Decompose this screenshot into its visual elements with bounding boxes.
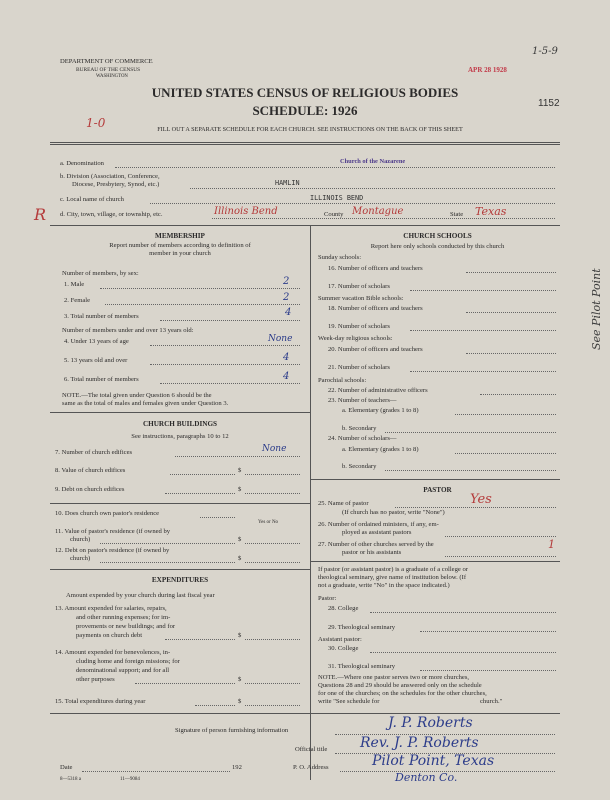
fill-line (150, 345, 300, 346)
rule (50, 713, 560, 714)
q23b-label: b. Secondary (342, 425, 377, 432)
address: Pilot Point, Texas (372, 753, 495, 769)
q13-line: and other running expenses; for im- (76, 614, 171, 621)
state-value: Texas (475, 205, 507, 218)
q11-label: 11. Value of pastor's residence (if owned by (55, 528, 171, 535)
q27-label-2: pastor or his assistants (342, 549, 402, 556)
rule (50, 569, 310, 570)
q20-label: 20. Number of officers and teachers (328, 346, 423, 353)
q6-answer: 4 (283, 371, 290, 382)
q8-label: 8. Value of church edifices (55, 467, 126, 474)
q27-answer: 1 (548, 538, 555, 551)
fill-line (160, 383, 300, 384)
dollar-sign: $ (238, 467, 242, 474)
q25-hint: (If church has no pastor, write "None") (342, 509, 445, 516)
fill-line (212, 218, 555, 219)
denomination-stamp: Church of the Nazarene (340, 158, 406, 165)
by-sex-label: Number of members, by sex: (62, 270, 139, 277)
expenditures-heading: EXPENDITURES (151, 576, 209, 584)
rule (50, 412, 310, 413)
membership-note-2: same as the total of males and females given under Question 3. (62, 400, 229, 407)
county-label: County (324, 211, 344, 218)
q7-answer: None (262, 444, 287, 454)
fill-line (420, 670, 556, 671)
dollar-sign: $ (238, 698, 242, 705)
q23-label: 23. Number of teachers— (328, 397, 397, 404)
print-code: 11—9084 (120, 777, 140, 782)
q31-label: 31. Theological seminary (328, 663, 396, 670)
county-note: Denton Co. (395, 771, 458, 784)
q13-line: payments on church debt (76, 632, 143, 639)
buildings-sub: See instructions, paragraphs 10 to 12 (131, 433, 229, 440)
pastor-note-2: Questions 28 and 29 should be answered only on the schedule (318, 682, 482, 689)
dollar-sign: $ (238, 536, 242, 543)
dollar-sign: $ (238, 676, 242, 683)
form-title: UNITED STATES CENSUS OF RELIGIOUS BODIES (151, 85, 459, 100)
graduate-note: If pastor (or assistant pastor) is a graduate of a college or (318, 566, 468, 573)
q4-answer: None (268, 334, 293, 344)
fill-line (195, 705, 235, 706)
division-value: HAMLIN (275, 179, 300, 187)
q29-label: 29. Theological seminary (328, 624, 396, 631)
fill-line (370, 612, 556, 613)
fill-line (445, 536, 556, 537)
form-number: 1152 (538, 98, 560, 109)
official-title-label: Official title (295, 746, 328, 753)
membership-sub: Report number of members according to definition of (109, 242, 251, 249)
q14-line: other purposes (76, 676, 115, 683)
q15-label: 15. Total expenditures during year (55, 698, 146, 705)
fill-line (160, 320, 300, 321)
city-label-field: d. City, town, village, or township, etc. (60, 211, 163, 218)
schools-sub: Report here only schools conducted by this church (370, 243, 505, 250)
schedule-year: SCHEDULE: 1926 (252, 103, 358, 118)
rule (50, 142, 560, 143)
q4-label: 4. Under 13 years of age (64, 338, 129, 345)
fill-line (385, 432, 556, 433)
signature: J. P. Roberts (388, 715, 473, 731)
fill-line (466, 272, 556, 273)
fill-line (480, 394, 556, 395)
fill-line (395, 507, 556, 508)
received-stamp: APR 28 1928 (468, 66, 507, 74)
fill-line (245, 639, 300, 640)
fill-instruction: FILL OUT A SEPARATE SCHEDULE FOR EACH CHURCH. SEE INSTRUCTIONS ON THE BACK OF THIS SHEET (157, 126, 463, 133)
local-name-value: ILLINOIS BEND (310, 194, 364, 202)
fill-line (135, 683, 235, 684)
fill-line (100, 288, 300, 289)
buildings-heading: CHURCH BUILDINGS (142, 420, 218, 428)
margin-mark: R (34, 205, 47, 224)
fill-line (105, 304, 300, 305)
fill-line (100, 543, 235, 544)
fill-line (466, 353, 556, 354)
q24-label: 24. Number of scholars— (328, 435, 397, 442)
weekday-label: Week-day religious schools: (318, 335, 393, 342)
fill-line (245, 474, 300, 475)
pastor-note-5: church." (480, 698, 503, 705)
fill-line (385, 470, 556, 471)
fill-line (170, 474, 235, 475)
fill-line (190, 188, 555, 189)
fill-line (455, 453, 556, 454)
address-label: P. O. Address (293, 764, 329, 771)
summer-label: Summer vacation Bible schools: (318, 295, 404, 302)
q2-label: 2. Female (64, 297, 91, 304)
sunday-label: Sunday schools: (318, 254, 362, 261)
assistant-sublabel: Assistant pastor: (318, 636, 362, 643)
fill-line (82, 771, 230, 772)
q30-label: 30. College (328, 645, 359, 652)
age-heading: Number of members under and over 13 years old: (62, 327, 194, 334)
dept-label: DEPARTMENT OF COMMERCE (60, 58, 153, 65)
rule (310, 479, 560, 480)
fill-line (466, 312, 556, 313)
q12-label-2: church) (70, 555, 91, 562)
q14-line: denominational support; and for all (76, 667, 170, 674)
fill-line (410, 330, 556, 331)
membership-heading: MEMBERSHIP (155, 232, 205, 240)
denomination-label: a. Denomination (60, 160, 104, 167)
q5-label: 5. 13 years old and over (64, 357, 128, 364)
q26-label: 26. Number of ordained ministers, if any, em- (318, 521, 439, 528)
fill-line (455, 414, 556, 415)
q25-label: 25. Name of pastor (318, 500, 369, 507)
fill-line (150, 203, 555, 204)
fill-line (245, 705, 300, 706)
q3-answer: 4 (285, 307, 292, 318)
q22-label: 22. Number of administrative officers (328, 387, 428, 394)
fill-line (245, 493, 300, 494)
city-label: WASHINGTON (96, 74, 128, 79)
pastor-note: NOTE.—Where one pastor serves two or more churches, (318, 674, 470, 681)
fill-line (245, 543, 300, 544)
q11-label-2: church) (70, 536, 91, 543)
date-label: Date (60, 764, 73, 771)
q13-line: 13. Amount expended for salaries, repairs, (55, 605, 167, 612)
form-code: 8—5318 a (60, 777, 81, 782)
q7-label: 7. Number of church edifices (55, 449, 133, 456)
rule (50, 144, 560, 145)
q17-label: 17. Number of scholars (328, 283, 390, 290)
q5-answer: 4 (283, 352, 290, 363)
official-title: Rev. J. P. Roberts (360, 735, 479, 751)
parochial-label: Parochial schools: (318, 377, 367, 384)
q23a-label: a. Elementary (grades 1 to 8) (342, 407, 419, 414)
fill-line (410, 371, 556, 372)
rule (50, 503, 310, 504)
q26-label-2: ployed as assistant pastors (342, 529, 412, 536)
dollar-sign: $ (238, 486, 242, 493)
fill-line (200, 517, 235, 518)
fill-line (115, 167, 555, 168)
q6-label: 6. Total number of members (64, 376, 139, 383)
q14-line: 14. Amount expended for benevolences, in- (55, 649, 171, 656)
graduate-note-2: theological seminary, give name of institution below. (If (318, 574, 467, 581)
corner-note: 1-5-9 (532, 46, 558, 57)
fill-line (370, 652, 556, 653)
local-name-label: c. Local name of church (60, 196, 124, 203)
q18-label: 18. Number of officers and teachers (328, 305, 423, 312)
fill-line (175, 456, 300, 457)
rule (50, 225, 560, 226)
side-note: 1-0 (86, 116, 106, 130)
fill-line (420, 631, 556, 632)
division-label: b. Division (Association, Conference, (60, 173, 160, 180)
q9-label: 9. Debt on church edifices (55, 486, 125, 493)
q19-label: 19. Number of scholars (328, 323, 390, 330)
fill-line (445, 556, 556, 557)
city-value: Illinois Bend (214, 206, 278, 217)
fill-line (245, 562, 300, 563)
fill-line (410, 290, 556, 291)
pastor-sublabel: Pastor: (318, 595, 337, 602)
q21-label: 21. Number of scholars (328, 364, 390, 371)
membership-sub-2: member in your church (149, 250, 211, 257)
margin-note: See Pilot Point (590, 268, 603, 350)
membership-note: NOTE.—The total given under Question 6 should be the (62, 392, 212, 399)
q24a-label: a. Elementary (grades 1 to 8) (342, 446, 419, 453)
q25-answer: Yes (470, 492, 492, 507)
q24b-label: b. Secondary (342, 463, 377, 470)
county-value: Montague (352, 206, 404, 217)
pastor-note-4: write "See schedule for (318, 698, 380, 705)
column-divider (310, 225, 311, 780)
q2-answer: 2 (283, 292, 290, 303)
pastor-heading: PASTOR (423, 486, 452, 494)
division-label-2: Diocese, Presbytery, Synod, etc.) (72, 181, 160, 188)
q3-label: 3. Total number of members (64, 313, 139, 320)
fill-line (150, 364, 300, 365)
signature-label: Signature of person furnishing information (175, 727, 289, 734)
state-label: State (450, 211, 464, 218)
q1-answer: 2 (283, 276, 290, 287)
pastor-note-3: for one of the churches; on the schedules for the other churches, (318, 690, 487, 697)
dollar-sign: $ (238, 555, 242, 562)
q27-label: 27. Number of other churches served by the (318, 541, 434, 548)
rule (310, 561, 560, 562)
dollar-sign: $ (238, 632, 242, 639)
q28-label: 28. College (328, 605, 359, 612)
q1-label: 1. Male (64, 281, 85, 288)
fill-line (165, 493, 235, 494)
expenditures-sub: Amount expended by your church during last fiscal year (66, 592, 215, 599)
schools-heading: CHURCH SCHOOLS (403, 232, 472, 240)
q16-label: 16. Number of officers and teachers (328, 265, 423, 272)
fill-line (100, 562, 235, 563)
q12-label: 12. Debt on pastor's residence (if owned by (55, 547, 170, 554)
q14-line: cluding home and foreign missions; for (76, 658, 180, 665)
fill-line (165, 639, 235, 640)
fill-line (245, 683, 300, 684)
q10-label: 10. Does church own pastor's residence (55, 510, 160, 517)
yes-no-label: Yes or No (258, 520, 279, 525)
graduate-note-3: not a graduate, write "No" in the space indicated.) (318, 582, 450, 589)
q13-line: provements or new buildings; and for (76, 623, 176, 630)
year-label: 192 (232, 764, 242, 771)
bureau-label: BUREAU OF THE CENSUS (76, 67, 141, 73)
